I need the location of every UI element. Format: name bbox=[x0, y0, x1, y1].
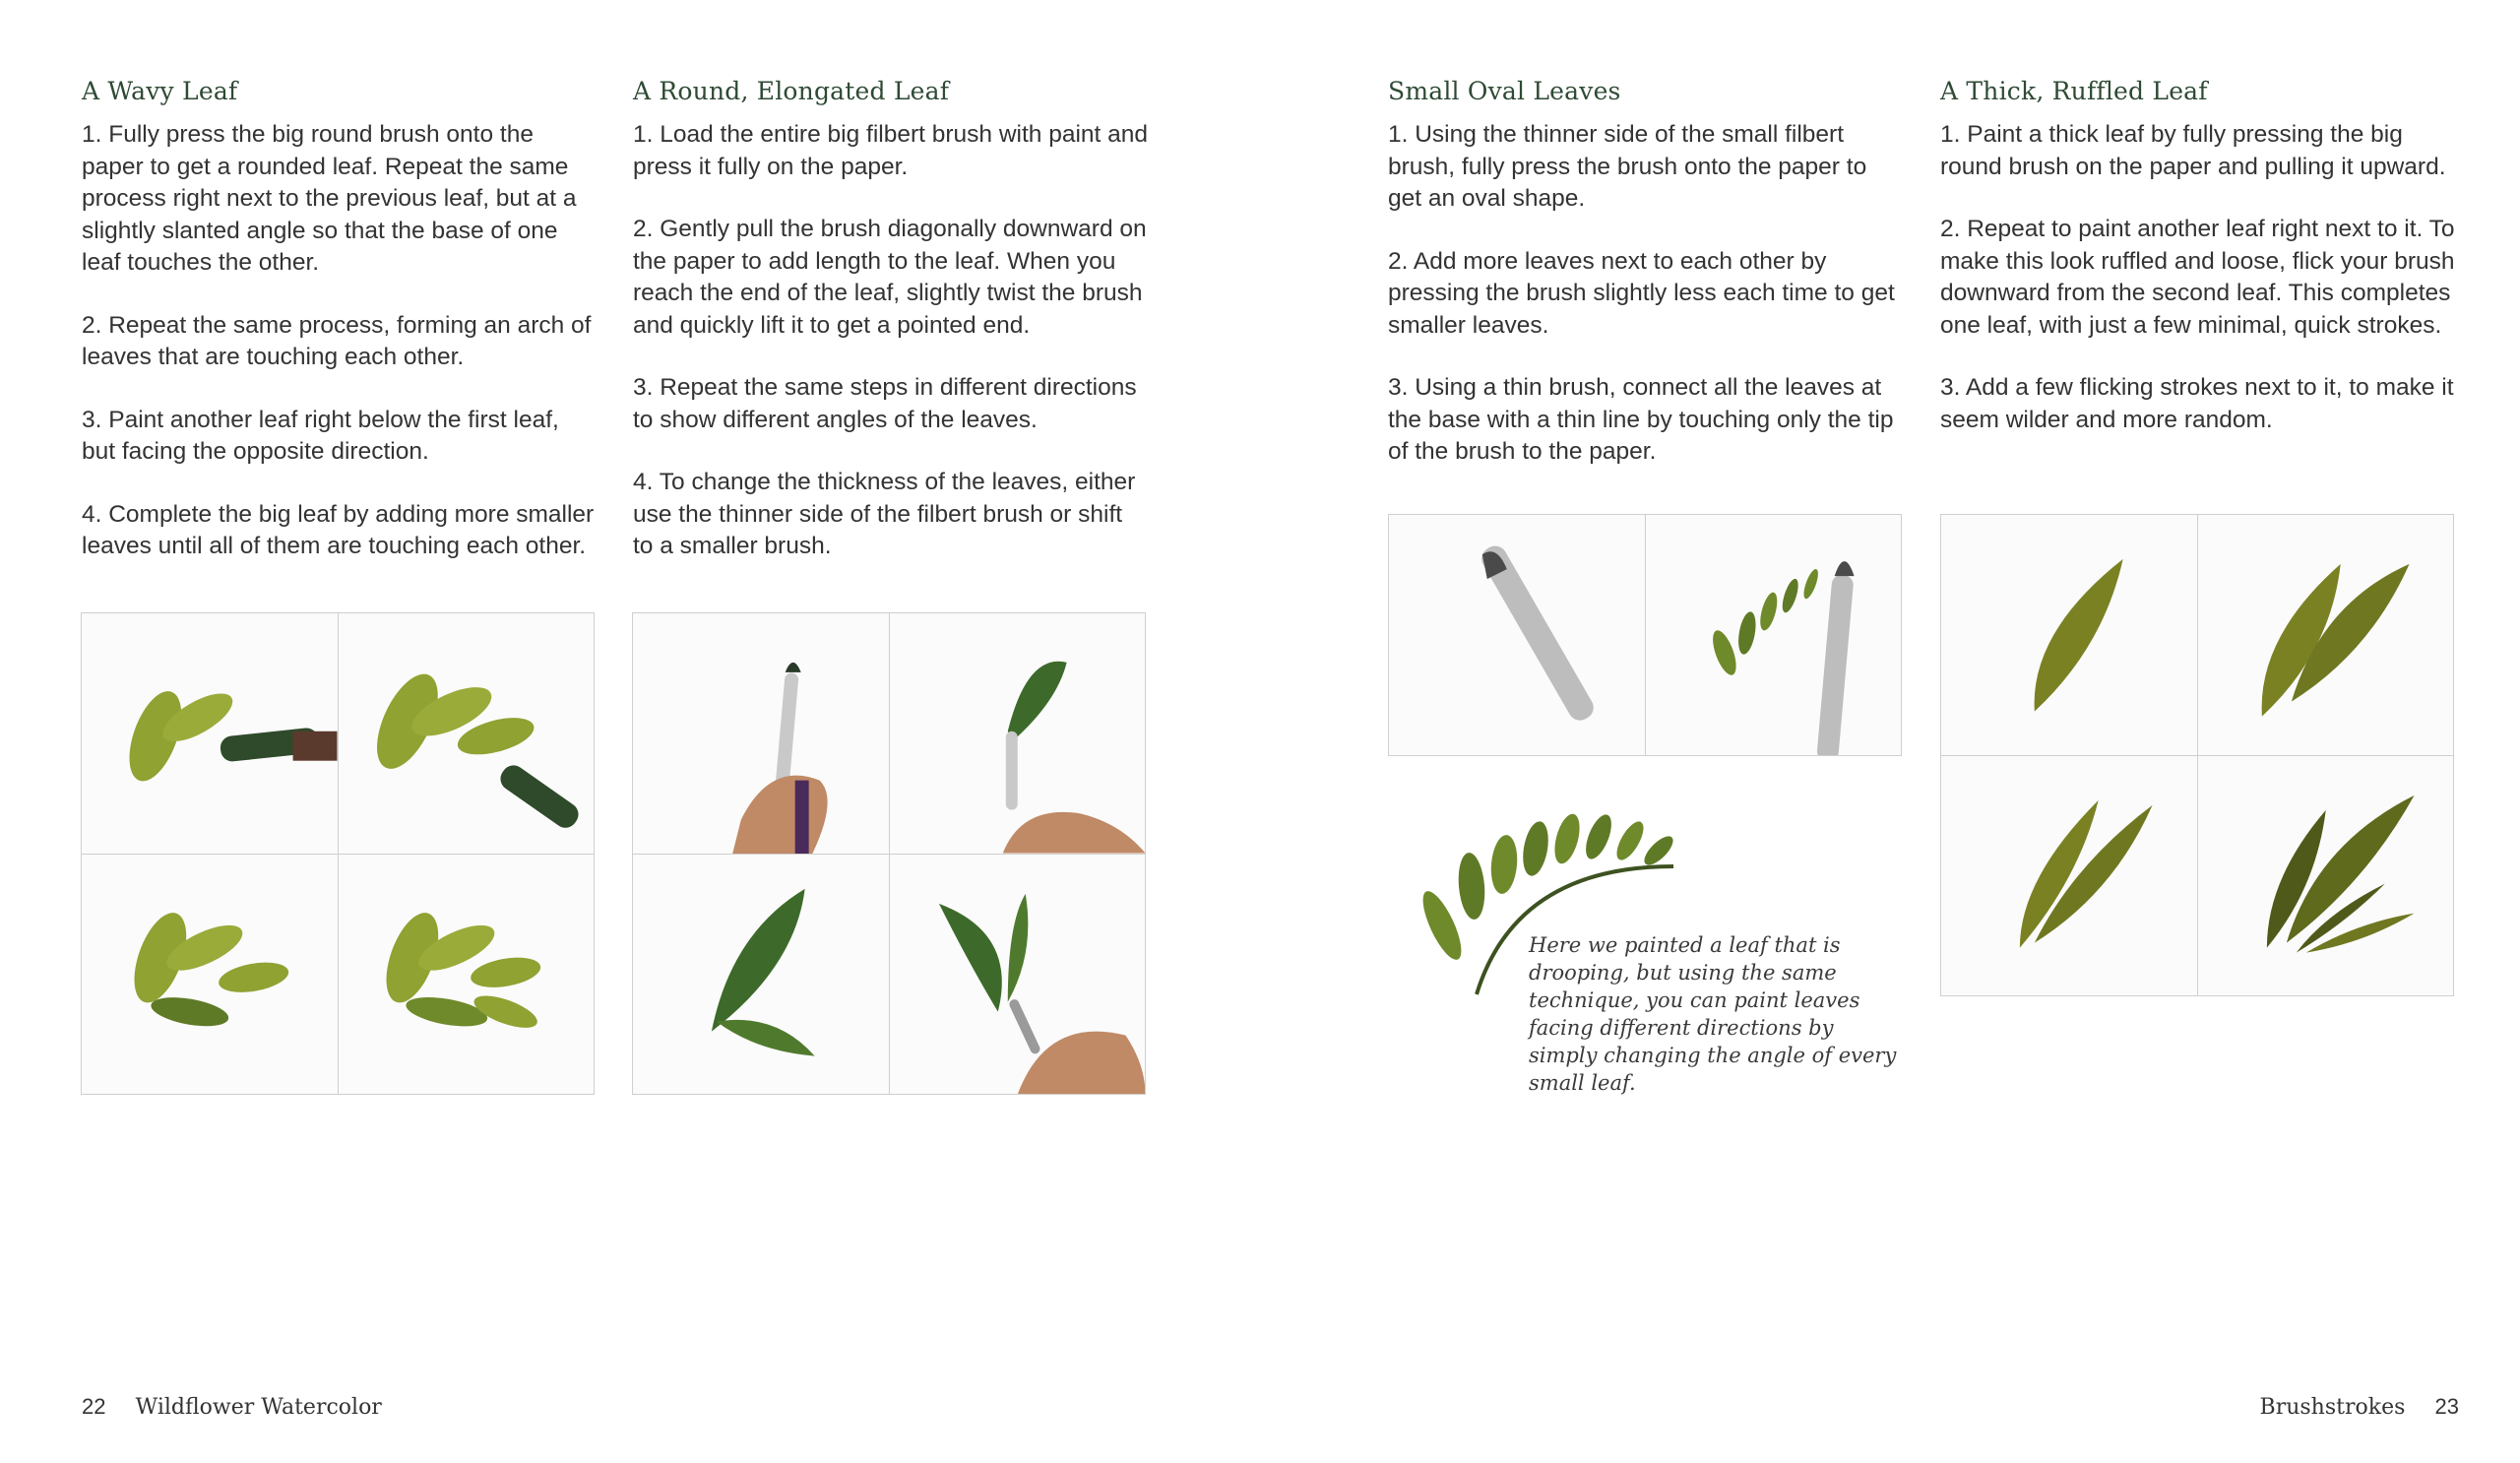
footer-right bbox=[2260, 1394, 2459, 1420]
ruffled-step-photo-4 bbox=[2198, 756, 2454, 996]
step-3: 3. Add a few flicking strokes next to it, to make it seem wilder and more random. bbox=[1940, 374, 2454, 433]
section-title: Small Oval Leaves bbox=[1388, 77, 1621, 105]
section-title: A Wavy Leaf bbox=[82, 77, 238, 105]
step-3: 3. Using a thin brush, connect all the leaves at the base with a thin line by touching only the tip of the brush to the paper. bbox=[1388, 374, 1894, 465]
step-1: 1. Fully press the big round brush onto the paper to get a rounded leaf. Repeat the same process right next to the previous leaf, but at a slightly slanted angle so that the base of one leaf touches the other. bbox=[82, 121, 577, 276]
book-title: Wildflower Watercolor bbox=[135, 1395, 382, 1420]
oval-step-photo-2 bbox=[1646, 515, 1902, 755]
round-step-photo-1 bbox=[633, 613, 889, 854]
section-title: A Round, Elongated Leaf bbox=[633, 77, 950, 105]
oval-step-photo-1 bbox=[1389, 515, 1645, 755]
wavy-step-photo-3 bbox=[82, 855, 338, 1095]
wavy-step-photo-4 bbox=[339, 855, 595, 1095]
step-3: 3. Repeat the same steps in different directions to show different angles of the leaves. bbox=[633, 374, 1137, 433]
page-number-left: 22 bbox=[82, 1394, 106, 1419]
step-2: 2. Repeat the same process, forming an arch of leaves that are touching each other. bbox=[82, 311, 592, 370]
round-step-photo-4 bbox=[890, 855, 1146, 1095]
page-number-right: 23 bbox=[2434, 1394, 2459, 1419]
section-title: A Thick, Ruffled Leaf bbox=[1940, 77, 2208, 105]
wavy-step-photo-2 bbox=[339, 613, 595, 854]
drooping-leaf-caption: Here we painted a leaf that is drooping, but using the same technique, you can paint leaves facing different directions by simply changing the angle of every small leaf. bbox=[1529, 933, 1897, 1095]
round-step-photo-3 bbox=[633, 855, 889, 1095]
round-leaf-photo-grid bbox=[632, 612, 1146, 1095]
step-2: 2. Gently pull the brush diagonally downward on the paper to add length to the leaf. When you reach the end of the leaf, slightly twist the brush and quickly lift it to get a pointed end. bbox=[633, 216, 1147, 339]
section-round-leaf bbox=[633, 77, 1149, 594]
ruffled-leaf-photo-grid bbox=[1940, 514, 2454, 996]
round-step-photo-2 bbox=[890, 613, 1146, 854]
ruffled-step-photo-1 bbox=[1941, 515, 2197, 755]
wavy-leaf-photo-grid bbox=[81, 612, 595, 1095]
chapter-title: Brushstrokes bbox=[2259, 1395, 2406, 1420]
step-1: 1. Paint a thick leaf by fully pressing the big round brush on the paper and pulling it upward. bbox=[1940, 121, 2446, 180]
step-1: 1. Load the entire big filbert brush with paint and press it fully on the paper. bbox=[633, 121, 1149, 180]
section-wavy-leaf bbox=[82, 77, 598, 594]
step-2: 2. Repeat to paint another leaf right next to it. To make this look ruffled and loose, flick your brush downward from the second leaf. This completes one leaf, with just a few minimal, quick strokes. bbox=[1940, 216, 2455, 339]
section-ruffled-leaf bbox=[1940, 77, 2456, 467]
ruffled-step-photo-3 bbox=[1941, 756, 2197, 996]
ruffled-step-photo-2 bbox=[2198, 515, 2454, 755]
footer-left bbox=[82, 1394, 382, 1420]
step-4: 4. To change the thickness of the leaves, either use the thinner side of the filbert brush or shift to a smaller brush. bbox=[633, 469, 1136, 559]
oval-leaves-photo-grid bbox=[1388, 514, 1902, 756]
step-2: 2. Add more leaves next to each other by pressing the brush slightly less each time to get smaller leaves. bbox=[1388, 247, 1895, 339]
wavy-step-photo-1 bbox=[82, 613, 338, 854]
step-4: 4. Complete the big leaf by adding more smaller leaves until all of them are touching each other. bbox=[82, 500, 595, 559]
section-oval-leaves bbox=[1388, 77, 1904, 499]
step-3: 3. Paint another leaf right below the first leaf, but facing the opposite direction. bbox=[82, 406, 559, 465]
step-1: 1. Using the thinner side of the small filbert brush, fully press the brush onto the paper to get an oval shape. bbox=[1388, 121, 1867, 212]
